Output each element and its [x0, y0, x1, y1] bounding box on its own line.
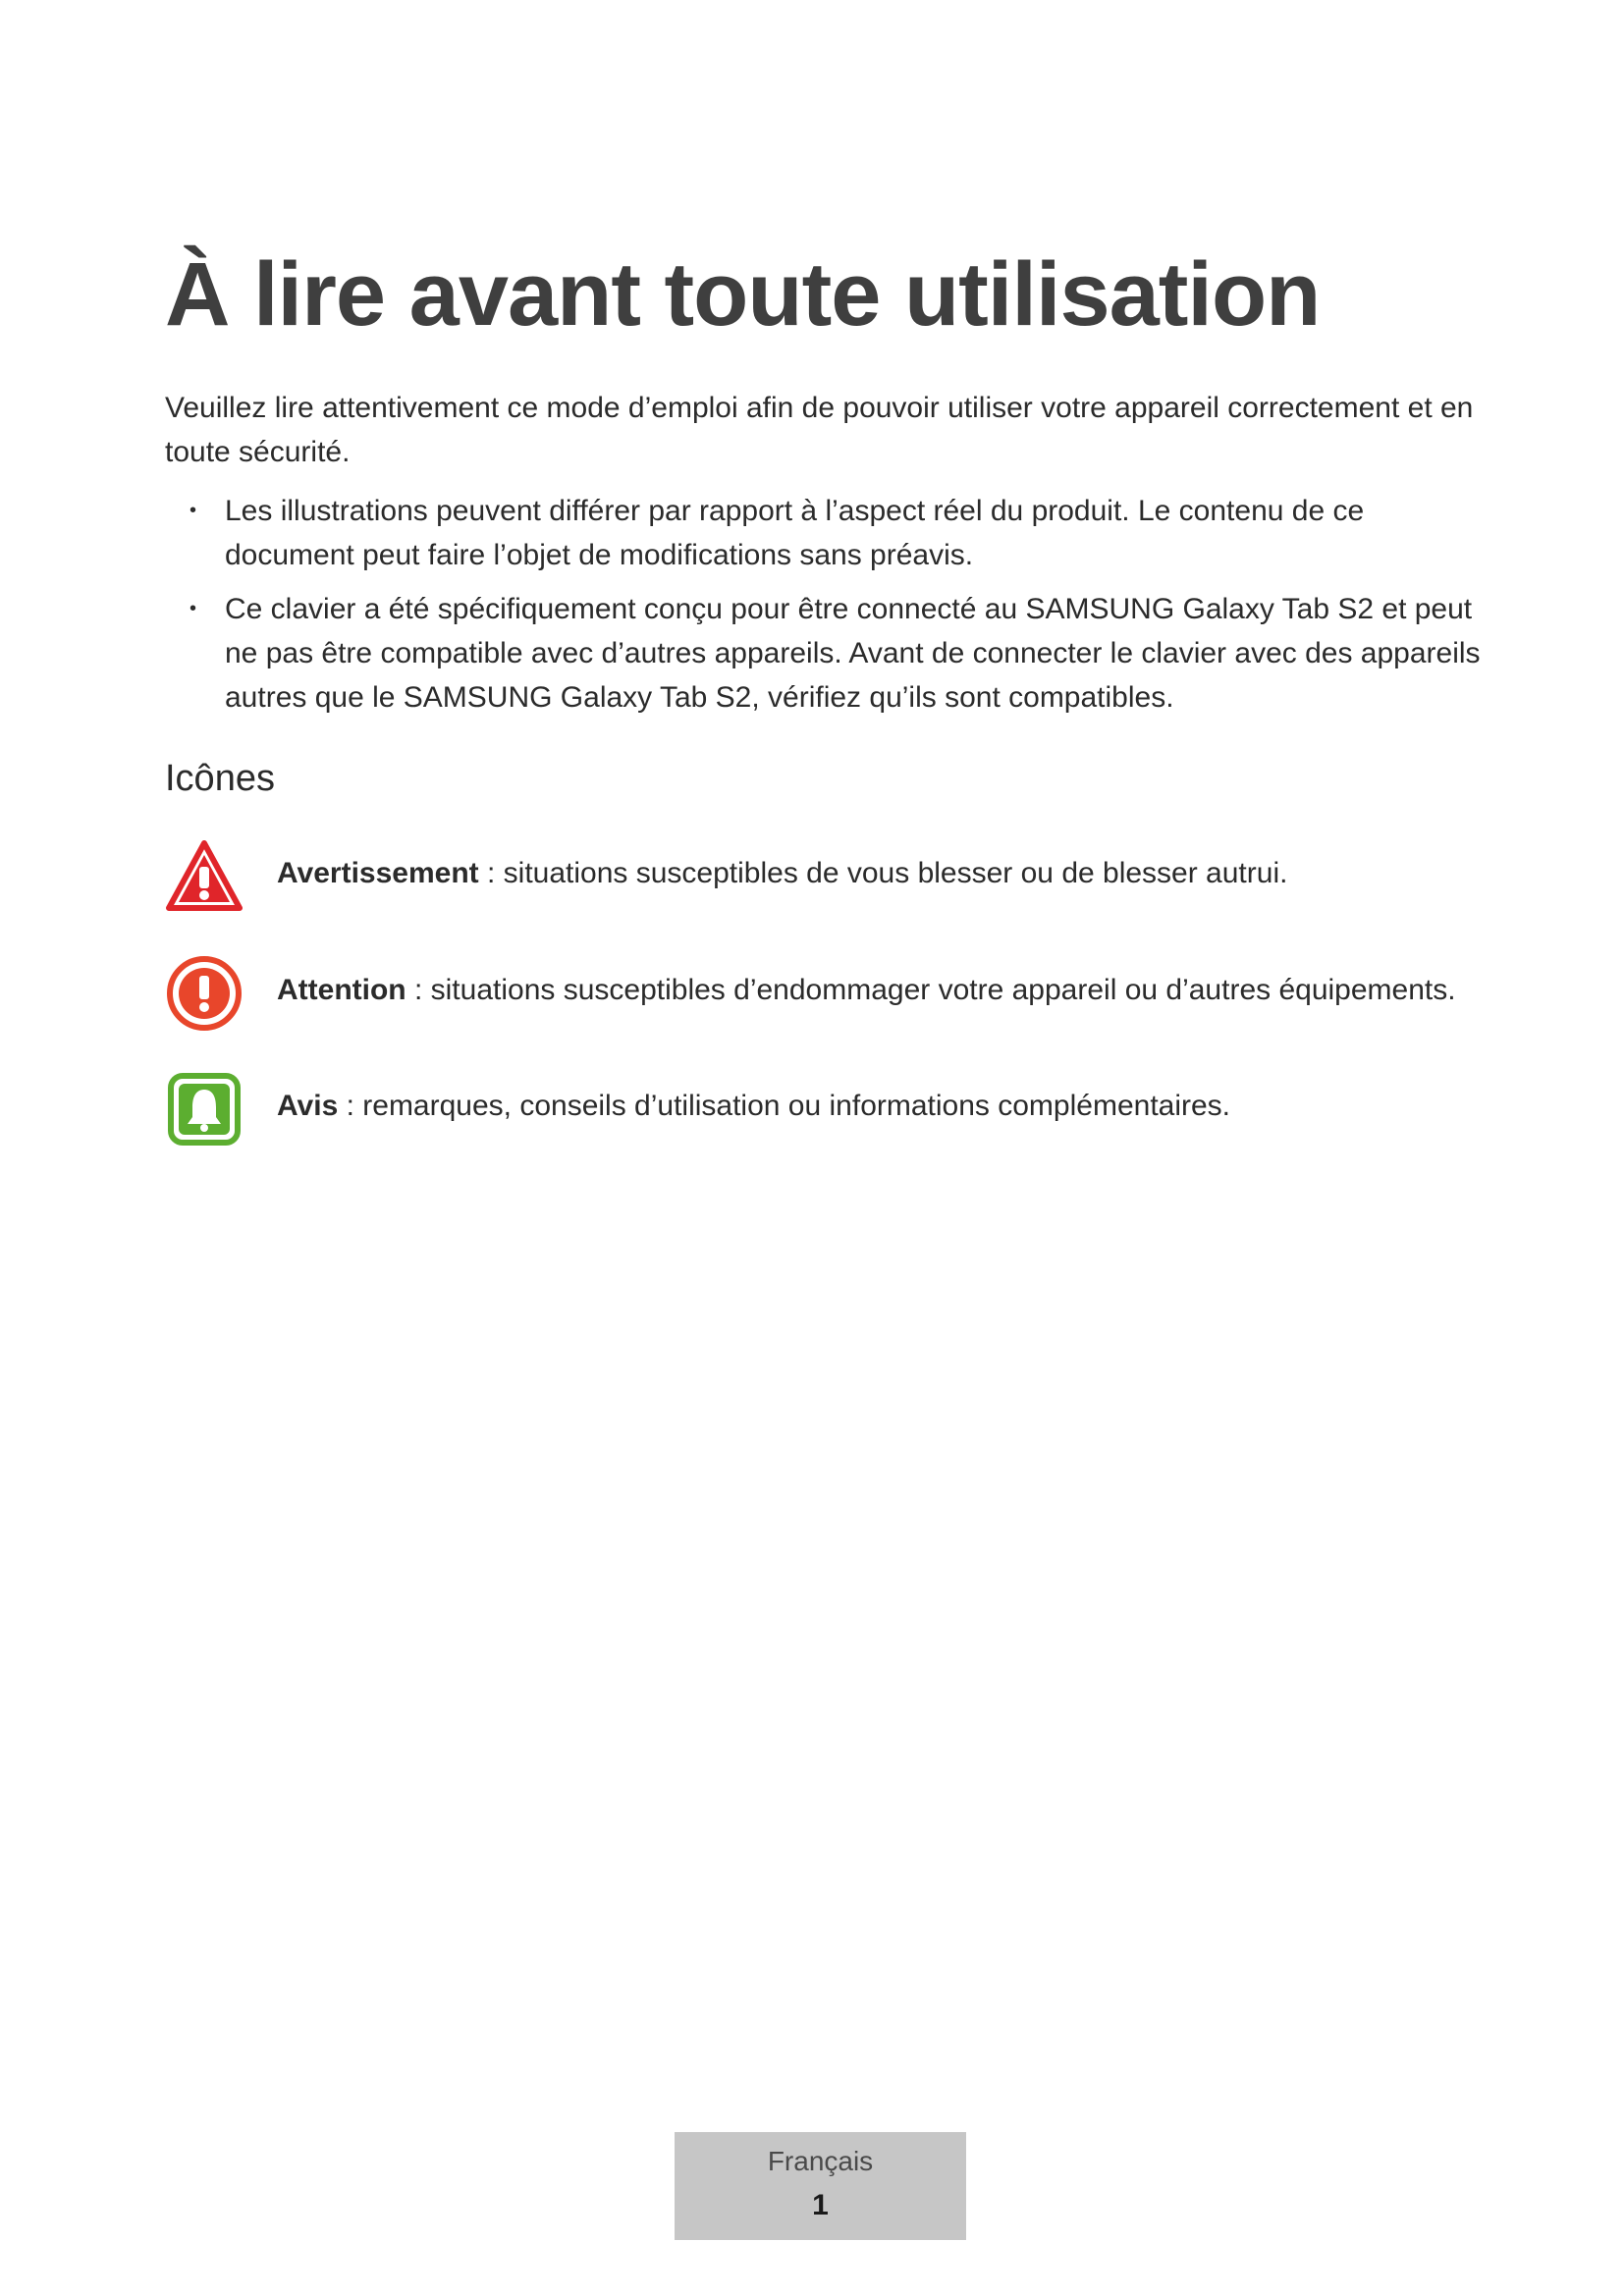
icon-description: [277, 851, 1287, 895]
icon-term: Avertissement: [277, 857, 479, 889]
icon-description: [277, 968, 1456, 1012]
page-number: 1: [812, 2189, 829, 2221]
bullet-text: Les illustrations peuvent différer par rapport à l’aspect réel du produit. Le contenu de ce document peut faire l’objet de modifications sans préavis.: [225, 495, 1365, 571]
icons-section-heading: Icônes: [165, 758, 275, 799]
bullet-item: [165, 587, 1481, 720]
icon-term: Attention: [277, 974, 406, 1006]
bullet-dot: •: [189, 500, 197, 521]
bullet-item: [165, 489, 1481, 577]
bullet-list: [165, 489, 1481, 729]
footer-language: Français: [767, 2146, 874, 2176]
icon-definition: : situations susceptibles d’endommager votre appareil ou d’autres équipements.: [406, 974, 1456, 1006]
notice-bell-icon: [165, 1070, 244, 1148]
page-title: À lire avant toute utilisation: [165, 244, 1321, 345]
intro-paragraph: Veuillez lire attentivement ce mode d’emploi afin de pouvoir utiliser votre appareil correctement et en toute sécurité.: [165, 392, 1474, 468]
icon-description: [277, 1084, 1230, 1128]
icon-row-caution: [165, 954, 1500, 1033]
warning-triangle-icon: [165, 837, 244, 916]
caution-circle-icon: [165, 954, 244, 1033]
page-footer: [675, 2132, 966, 2240]
icon-row-warning: [165, 837, 1500, 916]
bullet-dot: •: [189, 598, 197, 619]
bullet-text: Ce clavier a été spécifiquement conçu pour être connecté au SAMSUNG Galaxy Tab S2 et peut ne pas être compatible avec d’autres appareils. Avant de connecter le clavier avec des appareils autres que le SAMSUNG Galaxy Tab S2, vérifiez qu’ils sont compatibles.: [225, 593, 1481, 714]
icon-term: Avis: [277, 1090, 339, 1122]
icon-row-notice: [165, 1070, 1500, 1148]
icon-definition: : remarques, conseils d’utilisation ou informations complémentaires.: [338, 1090, 1231, 1122]
icon-definition: : situations susceptibles de vous blesser ou de blesser autrui.: [478, 857, 1288, 889]
